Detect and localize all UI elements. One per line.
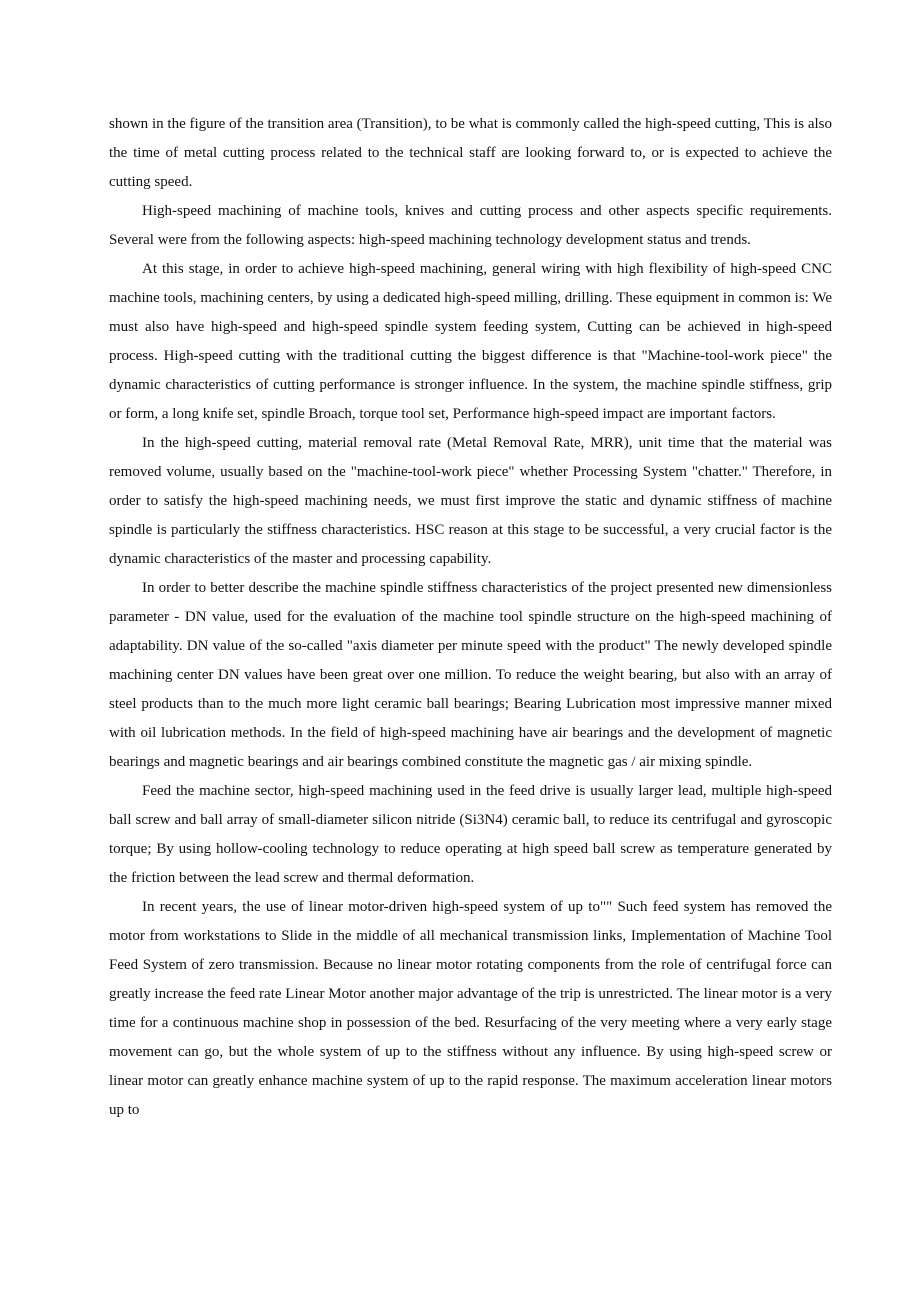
paragraph-1: shown in the figure of the transition area (Transition), to be what is commonly called the high-speed cutting, This is also the time of metal cutting process related to the technical staff are looking forward to, or is expected to achieve the cutting speed.: [109, 116, 832, 190]
paragraph-3: At this stage, in order to achieve high-speed machining, general wiring with high flexibility of high-speed CNC machine tools, machining centers, by using a dedicated high-speed milling, drilling. These equipment in common is: We must also have high-speed and high-speed spindle system feeding system, Cutting can be achieved in high-speed process. High-speed cutting with the traditional cutting the biggest difference is that "Machine-tool-work piece" the dynamic characteristics of cutting performance is stronger influence. In the system, the machine spindle stiffness, grip or form, a long knife set, spindle Broach, torque tool set, Performance high-speed impact are important factors.: [109, 261, 832, 422]
paragraph-4: In the high-speed cutting, material removal rate (Metal Removal Rate, MRR), unit time that the material was removed volume, usually based on the "machine-tool-work piece" whether Processing System "chatter." Therefore, in order to satisfy the high-speed machining needs, we must first improve the static and dynamic stiffness of machine spindle is particularly the stiffness characteristics. HSC reason at this stage to be successful, a very crucial factor is the dynamic characteristics of the master and processing capability.: [109, 435, 832, 567]
paragraph-6: Feed the machine sector, high-speed machining used in the feed drive is usually larger lead, multiple high-speed ball screw and ball array of small-diameter silicon nitride (Si3N4) ceramic ball, to reduce its centrifugal and gyroscopic torque; By using hollow-cooling technology to reduce operating at high speed ball screw as temperature generated by the friction between the lead screw and thermal deformation.: [109, 783, 832, 886]
paragraph-2: High-speed machining of machine tools, knives and cutting process and other aspects specific requirements. Several were from the following aspects: high-speed machining technology development status and trends.: [109, 203, 832, 248]
paragraph-7: In recent years, the use of linear motor-driven high-speed system of up to"" Such feed system has removed the motor from workstations to Slide in the middle of all mechanical transmission links, Implementation of Machine Tool Feed System of zero transmission. Because no linear motor rotating components from the role of centrifugal force can greatly increase the feed rate Linear Motor another major advantage of the trip is unrestricted. The linear motor is a very time for a continuous machine shop in possession of the bed. Resurfacing of the very meeting where a very early stage movement can go, but the whole system of up to the stiffness without any influence. By using high-speed screw or linear motor can greatly enhance machine system of up to the rapid response. The maximum acceleration linear motors up to: [109, 899, 832, 1118]
body-text: [109, 110, 832, 1125]
paragraph-5: In order to better describe the machine spindle stiffness characteristics of the project presented new dimensionless parameter - DN value, used for the evaluation of the machine tool spindle structure on the high-speed machining of adaptability. DN value of the so-called "axis diameter per minute speed with the product" The newly developed spindle machining center DN values have been great over one million. To reduce the weight bearing, but also with an array of steel products than to the much more light ceramic ball bearings; Bearing Lubrication most impressive manner mixed with oil lubrication methods. In the field of high-speed machining have air bearings and the development of magnetic bearings and magnetic bearings and air bearings combined constitute the magnetic gas / air mixing spindle.: [109, 580, 832, 770]
